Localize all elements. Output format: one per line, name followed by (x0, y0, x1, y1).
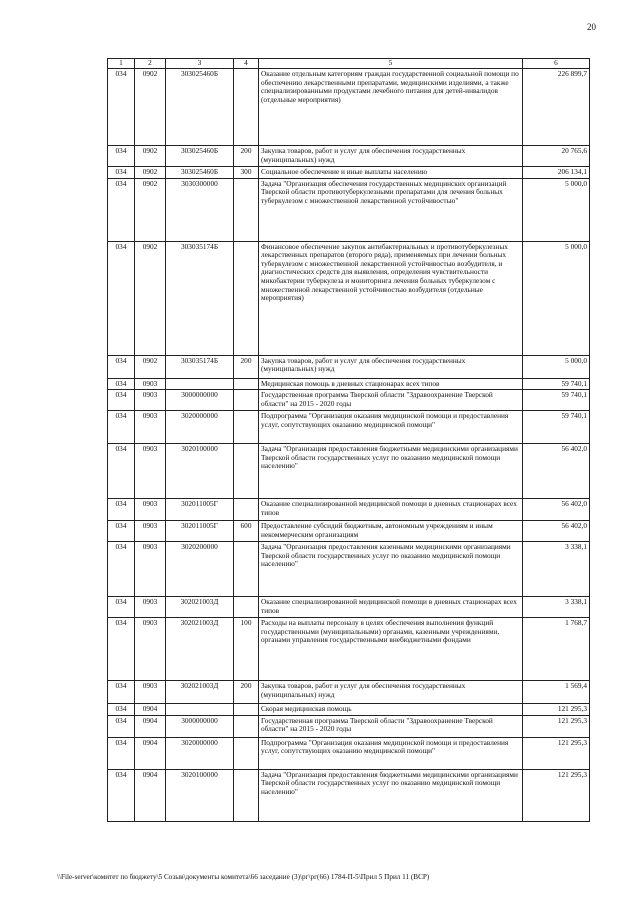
admin-code-cell: 034 (108, 597, 135, 618)
admin-code-cell: 034 (108, 521, 135, 542)
target-article-cell: 302021003Д (166, 597, 234, 618)
target-article-cell: 303035174Б (166, 241, 234, 355)
amount-cell: 1 768,7 (523, 618, 590, 681)
header-col-4: 4 (234, 59, 259, 69)
table-row (108, 769, 590, 821)
table-row (108, 499, 590, 521)
admin-code-cell: 034 (108, 378, 135, 390)
file-path-footer: \\File-server\комитет по бюджету\5 Созыв\документы комитета\66 заседание (3)\рг\рг(66) 1784-П-5\Прил 5 Прил 11 (ВСР) (57, 873, 430, 881)
section-cell: 0903 (135, 681, 166, 704)
amount-cell: 59 740,1 (523, 378, 590, 390)
section-cell: 0903 (135, 618, 166, 681)
amount-cell: 20 765,6 (523, 146, 590, 167)
target-article-cell: 3020100000 (166, 769, 234, 821)
amount-cell: 59 740,1 (523, 411, 590, 444)
description-cell: Закупка товаров, работ и услуг для обеспечения государственных (муниципальных) нужд (259, 146, 523, 167)
expense-type-cell (234, 178, 259, 241)
budget-table (107, 58, 590, 822)
section-cell: 0903 (135, 378, 166, 390)
description-cell: Государственная программа Тверской области "Здравоохранение Тверской области" на 2015 - 2020 годы (259, 715, 523, 737)
expense-type-cell (234, 542, 259, 597)
amount-cell: 206 134,1 (523, 167, 590, 179)
table-row (108, 597, 590, 618)
target-article-cell: 302021003Д (166, 618, 234, 681)
table-row (108, 715, 590, 737)
description-cell: Задача "Организация предоставления бюджетными медицинскими организациями Тверской области государственных услуг по оказанию медицинской помощи населению" (259, 444, 523, 499)
target-article-cell: 3020100000 (166, 444, 234, 499)
amount-cell: 121 295,3 (523, 715, 590, 737)
expense-type-cell (234, 769, 259, 821)
section-cell: 0903 (135, 411, 166, 444)
target-article-cell: 303035174Б (166, 355, 234, 378)
table-row (108, 704, 590, 716)
expense-type-cell: 200 (234, 681, 259, 704)
expense-type-cell (234, 390, 259, 411)
amount-cell: 5 000,0 (523, 355, 590, 378)
expense-type-cell (234, 69, 259, 146)
table-row (108, 521, 590, 542)
table-row (108, 737, 590, 769)
target-article-cell: 303025460Б (166, 69, 234, 146)
amount-cell: 56 402,0 (523, 444, 590, 499)
expense-type-cell: 600 (234, 521, 259, 542)
section-cell: 0902 (135, 167, 166, 179)
admin-code-cell: 034 (108, 769, 135, 821)
admin-code-cell: 034 (108, 355, 135, 378)
table-body (108, 69, 590, 822)
section-cell: 0903 (135, 542, 166, 597)
target-article-cell: 302011005Г (166, 521, 234, 542)
expense-type-cell (234, 499, 259, 521)
table-row (108, 542, 590, 597)
description-cell: Закупка товаров, работ и услуг для обеспечения государственных (муниципальных) нужд (259, 681, 523, 704)
description-cell: Государственная программа Тверской области "Здравоохранение Тверской области" на 2015 - 2020 годы (259, 390, 523, 411)
expense-type-cell: 100 (234, 618, 259, 681)
target-article-cell: 3020000000 (166, 737, 234, 769)
amount-cell: 56 402,0 (523, 499, 590, 521)
section-cell: 0902 (135, 146, 166, 167)
description-cell: Оказание специализированной медицинской помощи в дневных стационарах всех типов (259, 597, 523, 618)
target-article-cell: 302021003Д (166, 681, 234, 704)
target-article-cell (166, 704, 234, 716)
table-row (108, 355, 590, 378)
amount-cell: 226 899,7 (523, 69, 590, 146)
section-cell: 0903 (135, 597, 166, 618)
table-row (108, 411, 590, 444)
admin-code-cell: 034 (108, 737, 135, 769)
target-article-cell: 3020000000 (166, 411, 234, 444)
section-cell: 0902 (135, 178, 166, 241)
expense-type-cell (234, 704, 259, 716)
expense-type-cell (234, 378, 259, 390)
amount-cell: 1 569,4 (523, 681, 590, 704)
admin-code-cell: 034 (108, 390, 135, 411)
section-cell: 0903 (135, 390, 166, 411)
target-article-cell: 303025460Б (166, 167, 234, 179)
header-col-1: 1 (108, 59, 135, 69)
admin-code-cell: 034 (108, 444, 135, 499)
header-col-2: 2 (135, 59, 166, 69)
amount-cell: 5 000,0 (523, 241, 590, 355)
expense-type-cell (234, 411, 259, 444)
admin-code-cell: 034 (108, 411, 135, 444)
amount-cell: 121 295,3 (523, 704, 590, 716)
table-row (108, 69, 590, 146)
target-article-cell: 3020200000 (166, 542, 234, 597)
admin-code-cell: 034 (108, 704, 135, 716)
admin-code-cell: 034 (108, 618, 135, 681)
section-cell: 0902 (135, 241, 166, 355)
description-cell: Подпрограмма "Организация оказания медицинской помощи и предоставления услуг, сопутствующих оказанию медицинской помощи" (259, 737, 523, 769)
target-article-cell (166, 378, 234, 390)
admin-code-cell: 034 (108, 715, 135, 737)
admin-code-cell: 034 (108, 241, 135, 355)
description-cell: Медицинская помощь в дневных стационарах всех типов (259, 378, 523, 390)
expense-type-cell: 200 (234, 146, 259, 167)
target-article-cell: 3000000000 (166, 715, 234, 737)
table-row (108, 390, 590, 411)
page-number: 20 (587, 22, 596, 32)
admin-code-cell: 034 (108, 69, 135, 146)
expense-type-cell (234, 737, 259, 769)
description-cell: Предоставление субсидий бюджетным, автономным учреждениям и иным некоммерческим организациям (259, 521, 523, 542)
table-header-row (108, 59, 590, 69)
section-cell: 0903 (135, 499, 166, 521)
section-cell: 0904 (135, 737, 166, 769)
expense-type-cell (234, 715, 259, 737)
expense-type-cell (234, 241, 259, 355)
description-cell: Закупка товаров, работ и услуг для обеспечения государственных (муниципальных) нужд (259, 355, 523, 378)
amount-cell: 3 338,1 (523, 542, 590, 597)
description-cell: Задача "Организация обеспечения государственных медицинских организаций Тверской области противотуберкулезными препаратами для лечения больных туберкулезом с множественной лекарственной устойчивостью" (259, 178, 523, 241)
amount-cell: 5 000,0 (523, 178, 590, 241)
table-row (108, 378, 590, 390)
table-row (108, 241, 590, 355)
admin-code-cell: 034 (108, 681, 135, 704)
admin-code-cell: 034 (108, 178, 135, 241)
table-row (108, 681, 590, 704)
target-article-cell: 3000000000 (166, 390, 234, 411)
expense-type-cell: 300 (234, 167, 259, 179)
description-cell: Расходы на выплаты персоналу в целях обеспечения выполнения функций государственными (муниципальными) органами, казенными учреждениями, органами управления государственными внебюджетными фондами (259, 618, 523, 681)
admin-code-cell: 034 (108, 146, 135, 167)
expense-type-cell (234, 597, 259, 618)
amount-cell: 121 295,3 (523, 737, 590, 769)
description-cell: Социальное обеспечение и иные выплаты населению (259, 167, 523, 179)
section-cell: 0904 (135, 715, 166, 737)
target-article-cell: 302011005Г (166, 499, 234, 521)
section-cell: 0903 (135, 444, 166, 499)
section-cell: 0902 (135, 69, 166, 146)
description-cell: Задача "Организация предоставления бюджетными медицинскими организациями Тверской области государственных услуг по оказанию медицинской помощи населению" (259, 769, 523, 821)
expense-type-cell (234, 444, 259, 499)
description-cell: Оказание специализированной медицинской помощи в дневных стационарах всех типов (259, 499, 523, 521)
description-cell: Финансовое обеспечение закупок антибактериальных и противотуберкулезных лекарственных препаратов (второго ряда), применяемых при лечении больных туберкулезом с множественной лекарственной устойчивостью возбудителя, и диагностических средств для выявления, определения чувствительности микобактерии туберкулеза и мониторинга лечения больных туберкулезом с множественной лекарственной устойчивостью возбудителя (отдельные мероприятия) (259, 241, 523, 355)
description-cell: Оказание отдельным категориям граждан государственной социальной помощи по обеспечению лекарственными препаратами, медицинскими изделиями, а также специализированными продуктами лечебного питания для детей-инвалидов (отдельные мероприятия) (259, 69, 523, 146)
target-article-cell: 303025460Б (166, 146, 234, 167)
expense-type-cell: 200 (234, 355, 259, 378)
table-row (108, 618, 590, 681)
header-col-5: 5 (259, 59, 523, 69)
header-col-3: 3 (166, 59, 234, 69)
section-cell: 0904 (135, 704, 166, 716)
admin-code-cell: 034 (108, 499, 135, 521)
section-cell: 0903 (135, 521, 166, 542)
description-cell: Скорая медицинская помощь (259, 704, 523, 716)
header-col-6: 6 (523, 59, 590, 69)
description-cell: Подпрограмма "Организация оказания медицинской помощи и предоставления услуг, сопутствующих оказанию медицинской помощи" (259, 411, 523, 444)
admin-code-cell: 034 (108, 542, 135, 597)
amount-cell: 56 402,0 (523, 521, 590, 542)
target-article-cell: 3030300000 (166, 178, 234, 241)
table-row (108, 146, 590, 167)
amount-cell: 59 740,1 (523, 390, 590, 411)
amount-cell: 121 295,3 (523, 769, 590, 821)
table-row (108, 178, 590, 241)
admin-code-cell: 034 (108, 167, 135, 179)
section-cell: 0902 (135, 355, 166, 378)
amount-cell: 3 338,1 (523, 597, 590, 618)
section-cell: 0904 (135, 769, 166, 821)
table-row (108, 167, 590, 179)
table-row (108, 444, 590, 499)
description-cell: Задача "Организация предоставления казенными медицинскими организациями Тверской области государственных услуг по оказанию медицинской помощи населению" (259, 542, 523, 597)
